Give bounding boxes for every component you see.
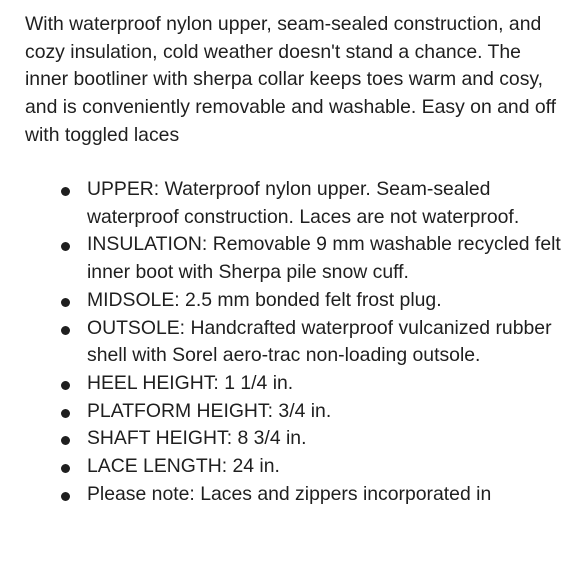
feature-text-upper: UPPER: Waterproof nylon upper. Seam-sealed waterproof construction. Laces are not waterproof. [87, 178, 520, 228]
feature-text-heel-height: HEEL HEIGHT: 1 1/4 in. [87, 371, 294, 394]
list-item [25, 231, 565, 286]
list-item [25, 398, 565, 426]
feature-text-shaft-height: SHAFT HEIGHT: 8 3/4 in. [87, 427, 307, 450]
feature-text-please-note: Please note: Laces and zippers incorporated in [87, 482, 492, 505]
product-description [25, 11, 565, 505]
list-item [25, 315, 565, 370]
bullet-icon [61, 464, 70, 473]
feature-text-platform-height: PLATFORM HEIGHT: 3/4 in. [87, 399, 332, 422]
bullet-icon [61, 381, 70, 390]
bullet-icon [61, 187, 70, 196]
list-item [25, 453, 565, 481]
list-item [25, 481, 565, 509]
bullet-icon [61, 436, 70, 445]
feature-text-outsole: OUTSOLE: Handcrafted waterproof vulcanized rubber shell with Sorel aero-trac non-loading outsole. [87, 316, 552, 367]
list-item [25, 287, 565, 315]
list-item [25, 370, 565, 398]
bullet-icon [61, 409, 70, 418]
feature-text-midsole: MIDSOLE: 2.5 mm bonded felt frost plug. [87, 288, 442, 311]
description-intro: With waterproof nylon upper, seam-sealed construction, and cozy insulation, cold weather doesn't stand a chance. The inner bootliner with sherpa collar keeps toes warm and cosy, and is conveniently removable and washable. Easy on and off with toggled laces [25, 13, 557, 146]
list-item [25, 425, 565, 453]
bullet-icon [61, 326, 70, 335]
feature-text-lace-length: LACE LENGTH: 24 in. [87, 455, 280, 478]
feature-list [25, 176, 565, 508]
bullet-icon [61, 242, 70, 251]
list-item [25, 176, 565, 231]
bullet-icon [61, 298, 70, 307]
bullet-icon [61, 492, 70, 501]
feature-text-insulation: INSULATION: Removable 9 mm washable recycled felt inner boot with Sherpa pile snow cuff. [87, 233, 561, 284]
